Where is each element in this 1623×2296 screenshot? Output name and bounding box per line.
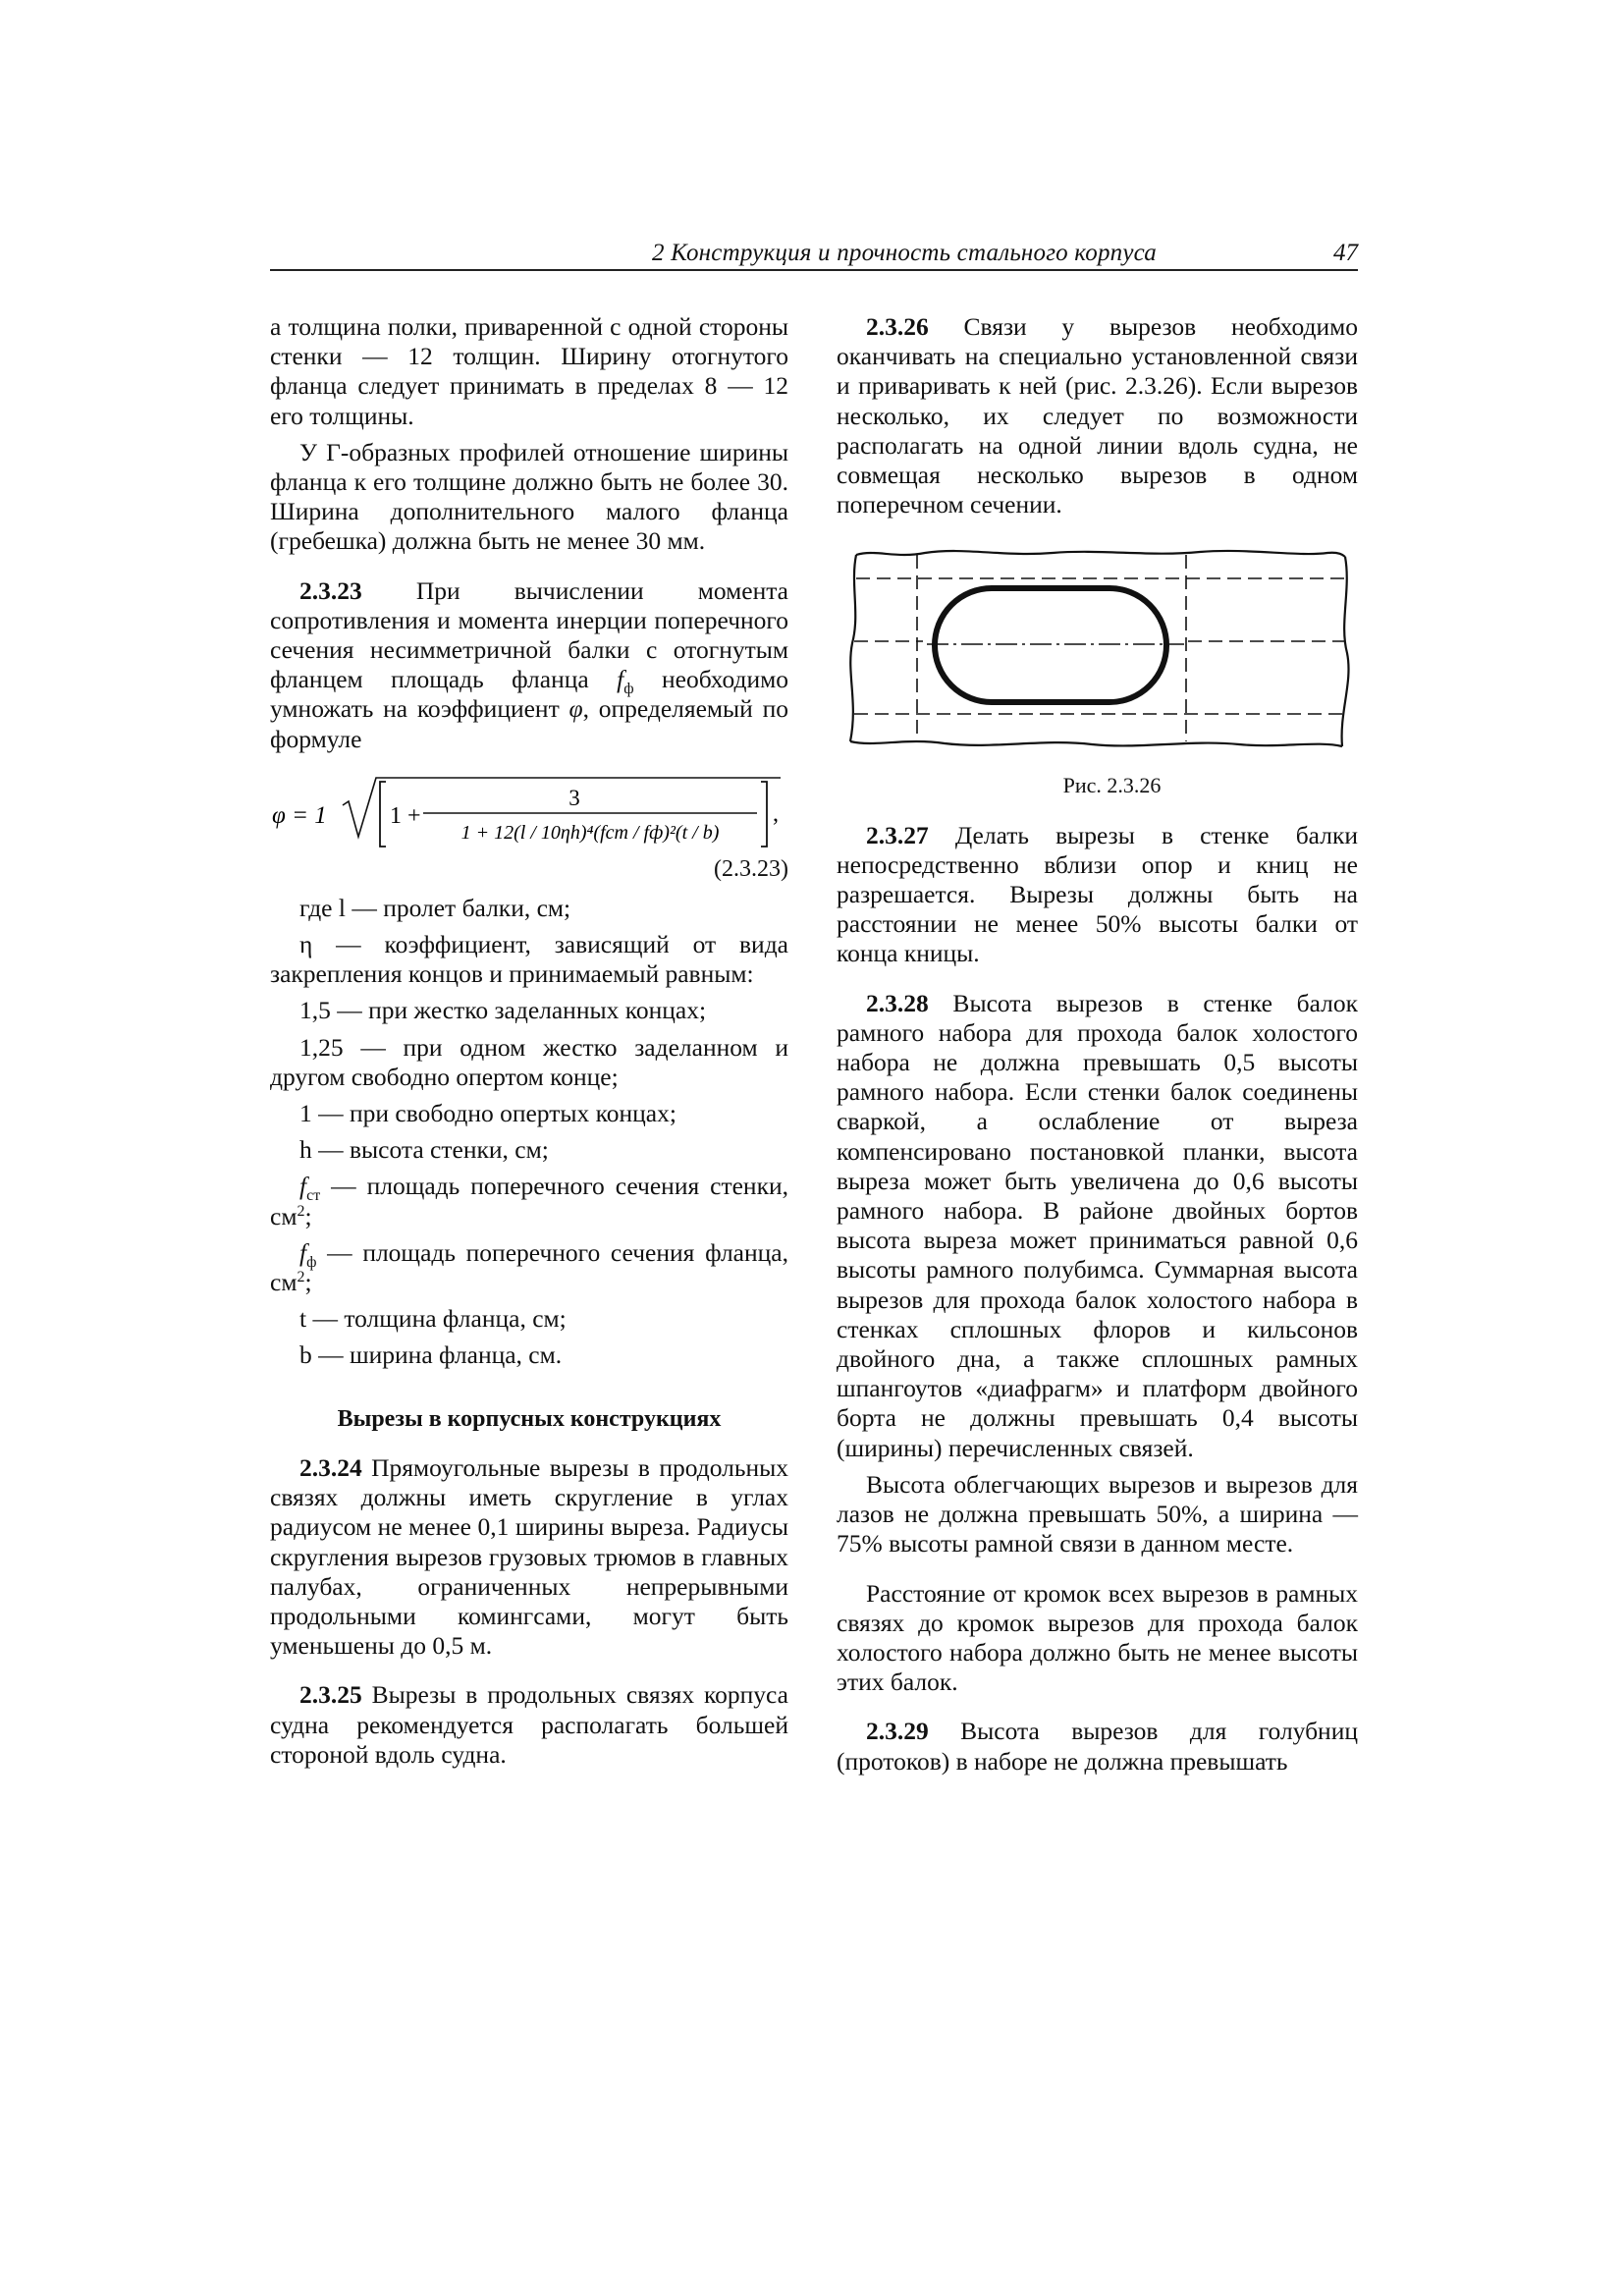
section-number: 2.3.23 (299, 575, 362, 605)
definition-fst: $f_{ст}$ — площадь поперечного сечения стенки, $см^2$; (270, 1172, 788, 1230)
paragraph: Высота облегчающих вырезов и вырезов для лазов не должна превышать 50%, а ширина — 75% высоты рамной связи в данном месте. (837, 1469, 1358, 1558)
paragraph: У Г-образных профилей отношение ширины фланца к его толщине должно быть не более 30. Ширина дополнительного малого фланца (гребешка) должна быть не менее 30 мм. (270, 437, 788, 556)
paragraph-2-3-23: 2.3.23 При вычислении момента сопротивления и момента инерции поперечного сечения несимметричной балки с отогнутым фланцем площадь фланца $f_ф$ необходимо умножать на коэффициент φ, определяемый по формуле (270, 575, 788, 753)
formula-numerator: 3 (568, 785, 580, 810)
formula-graphic (270, 776, 788, 886)
cutout-drawing (837, 545, 1358, 771)
oblong-cutout (935, 588, 1166, 702)
plate-top-edge (856, 551, 1345, 557)
formula-one-plus: 1 + (390, 802, 421, 829)
formula-comma: , (773, 800, 779, 827)
definition: 1,25 — при одном жестко заделанном и другом свободно опертом конце; (270, 1032, 788, 1091)
equation-number: (2.3.23) (714, 855, 788, 882)
figure-caption: Рис. 2.3.26 (1062, 773, 1162, 798)
paragraph: а толщина полки, приваренной с одной стороны стенки — 12 толщин. Ширину отогнутого фланца следует принимать в пределах 8 — 12 его толщины. (270, 312, 788, 430)
definition: η — коэффициент, зависящий от вида закрепления концов и принимаемый равным: (270, 930, 788, 989)
header-title: 2 Конструкция и прочность стального корпуса (651, 240, 1157, 266)
figure-2-3-26 (837, 545, 1358, 771)
section-number: 2.3.27 (866, 820, 929, 849)
plate-bottom-edge (850, 741, 1342, 746)
page-number: 47 (1333, 240, 1358, 266)
paragraph-2-3-24: 2.3.24 Прямоугольные вырезы в продольных связях должны иметь скругление в углах радиусом не менее 0,1 ширины выреза. Радиусы скругления вырезов грузовых трюмов в главных палубах, ограниченных непрерывными продольными комингсами, могут быть уменьшены до 0,5 м. (270, 1452, 788, 1661)
paragraph-2-3-28: 2.3.28 Высота вырезов в стенке балок рамного набора для прохода балок холостого набора не должна превышать 0,5 высоты рамного набора. Если стенки балок соединены сваркой, а ослабление от выреза компенсировано постановкой планки, высота выреза может быть увеличена до 0,6 высоты рамного набора. В районе двойных бортов высота выреза может приниматься равной 0,6 высоты рамного полубимса. Суммарная высота вырезов для прохода балок холостого набора в стенках сплошных флоров и кильсонов двойного дна, а также сплошных рамных шпангоутов «диафрагм» и платформ двойного борта не должны превышать 0,4 высоты (ширины) перечисленных связей. (837, 988, 1358, 1462)
paragraph-2-3-29: 2.3.29 Высота вырезов для голубниц (протоков) в наборе не должна превышать (837, 1717, 1358, 1776)
running-header (270, 240, 1358, 271)
left-column (270, 312, 788, 1777)
plate-right-break (1342, 557, 1349, 746)
paragraph-2-3-25: 2.3.25 Вырезы в продольных связях корпуса судна рекомендуется располагать большей стороной вдоль судна. (270, 1680, 788, 1769)
definition: 1 — при свободно опертых концах; (299, 1099, 676, 1128)
section-number: 2.3.29 (866, 1717, 929, 1746)
formula-denominator: 1 + 12(l / 10ηh)⁴(fст / fф)²(t / b) (460, 821, 720, 844)
definition: 1,5 — при жестко заделанных концах; (299, 996, 707, 1025)
section-number: 2.3.26 (866, 312, 929, 341)
formula-2-3-23 (270, 776, 788, 886)
definition: t — толщина фланца, см; (299, 1304, 567, 1334)
paragraph: Расстояние от кромок всех вырезов в рамных связях до кромок вырезов для прохода балок холостого набора должно быть не менее высоты этих балок. (837, 1578, 1358, 1697)
right-bracket (761, 782, 767, 847)
section-heading: Вырезы в корпусных конструкциях (337, 1405, 722, 1432)
section-number: 2.3.25 (299, 1680, 362, 1710)
definition: b — ширина фланца, см. (299, 1340, 563, 1370)
definition-fph: $f_ф$ — площадь поперечного сечения фланца, $см^2$; (270, 1237, 788, 1297)
formula-lhs: φ = 1 (272, 801, 327, 829)
definition: h — высота стенки, см; (299, 1135, 549, 1165)
section-number: 2.3.24 (299, 1452, 362, 1482)
paragraph-2-3-27: 2.3.27 Делать вырезы в стенке балки непосредственно вблизи опор и книц не разрешается. Вырезы должны быть на расстоянии не менее 50% высоты балки от конца кницы. (837, 820, 1358, 968)
left-bracket (380, 782, 386, 847)
paragraph-2-3-26: 2.3.26 Связи у вырезов необходимо оканчивать на специально установленной связи и приваривать к ней (рис. 2.3.26). Если вырезов несколько, их следует по возможности располагать на одной линии вдоль судна, не совмещая несколько вырезов в одном поперечном сечении. (837, 312, 1358, 519)
right-column (837, 312, 1358, 1783)
section-number: 2.3.28 (866, 988, 929, 1017)
definition: где l — пролет балки, см; (299, 893, 571, 922)
